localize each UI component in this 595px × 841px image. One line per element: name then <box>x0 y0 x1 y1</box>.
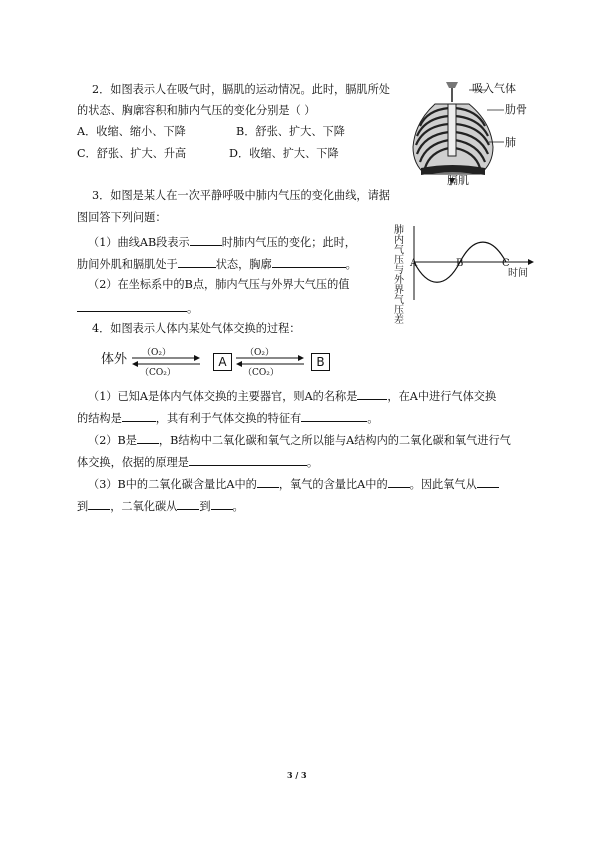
q3-p1-c: 肋间外肌和膈肌处于 <box>77 258 178 271</box>
q2-option-a: A．收缩、缩小、下降 <box>77 125 186 138</box>
q4-p2-line1 <box>88 432 511 448</box>
q2-option-c: C．舒张、扩大、升高 <box>77 147 187 160</box>
q4-p1-d: ，其有利于气体交换的特征有 <box>155 412 302 425</box>
q4-blank-8[interactable] <box>477 476 499 488</box>
q3-p1-line2 <box>77 256 357 272</box>
q3-p1-end: 。 <box>345 258 357 271</box>
q4-stem: 4．如图表示人体内某处气体交换的过程： <box>92 322 301 335</box>
q3-p1-d: 状态，胸廓 <box>215 258 272 271</box>
box-a <box>213 353 232 371</box>
q4-p3-d: 到 <box>77 500 89 513</box>
page-number: 3 / 3 <box>287 770 307 780</box>
q4-p3-f: 到 <box>199 500 211 513</box>
q4-p3-line2 <box>77 498 244 514</box>
q4-p1-line2 <box>77 410 378 426</box>
diagram-outside: 体外 <box>101 352 128 367</box>
label-rib: 肋骨 <box>505 103 527 116</box>
arrow-a-to-b <box>234 353 306 369</box>
diagram-co2-2: （CO₂） <box>243 368 279 378</box>
q4-blank-5[interactable] <box>189 454 307 466</box>
q3-p2-end: 。 <box>187 302 199 315</box>
q4-blank-1[interactable] <box>357 388 387 400</box>
q4-blank-4[interactable] <box>137 432 159 444</box>
q4-p3-end: 。 <box>232 500 244 513</box>
q2-option-d: D．收缩、扩大、下降 <box>229 147 339 160</box>
graph-point-a: A <box>410 258 418 269</box>
q2-stem-line1: 2．如图表示人在吸气时，膈肌的运动情况。此时，膈肌所处 <box>92 83 390 96</box>
q4-p2-a: （2）B是 <box>88 434 137 447</box>
graph-point-b: B <box>456 258 464 269</box>
box-b-label: B <box>316 355 325 369</box>
q3-blank-3[interactable] <box>272 256 346 268</box>
q3-p1-b: 时肺内气压的变化；此时， <box>221 236 356 249</box>
q4-blank-2[interactable] <box>122 410 156 422</box>
q3-stem-line2: 图回答下列问题： <box>77 211 167 224</box>
q3-p1-a: （1）曲线AB段表示 <box>88 236 190 249</box>
q4-blank-9[interactable] <box>88 498 110 510</box>
label-diaphragm: 膈肌 <box>447 174 469 187</box>
q4-p3-a: （3）B中的二氧化碳含量比A中的 <box>88 478 257 491</box>
q4-blank-3[interactable] <box>301 410 367 422</box>
q4-p3-c: 。因此氧气从 <box>409 478 477 491</box>
label-lung: 肺 <box>505 136 516 149</box>
q4-p1-a: （1）已知A是体内气体交换的主要器官，则A的名称是 <box>88 390 358 403</box>
q4-p2-line2 <box>77 454 318 470</box>
ribcage-illustration <box>405 82 540 187</box>
box-a-label: A <box>218 355 227 369</box>
q4-p2-b: ，B结构中二氧化碳和氧气之所以能与A结构内的二氧化碳和氧气进行气 <box>158 434 511 447</box>
q3-p2-line1: （2）在坐标系中的B点，肺内气压与外界大气压的值 <box>88 278 350 291</box>
label-inhale: 吸入气体 <box>472 82 516 95</box>
x-axis-arrow <box>528 259 534 265</box>
q3-blank-4[interactable] <box>77 300 187 312</box>
q4-blank-11[interactable] <box>211 498 233 510</box>
arrow-outside-to-a <box>130 353 202 369</box>
graph-y-label: 肺内气压与外界气压差 <box>394 225 404 326</box>
q2-option-b: B．舒张、扩大、下降 <box>236 125 345 138</box>
q3-blank-2[interactable] <box>178 256 216 268</box>
q4-p1-c: 的结构是 <box>77 412 122 425</box>
q4-p1-b: ，在A中进行气体交换 <box>387 390 497 403</box>
q4-p2-c: 体交换，依据的原理是 <box>77 456 189 469</box>
q4-p3-b: ，氧气的含量比A中的 <box>278 478 388 491</box>
diagram-co2-1: （CO₂） <box>140 368 176 378</box>
diagram-o2-1: （O₂） <box>142 348 171 358</box>
q4-blank-10[interactable] <box>177 498 199 510</box>
q3-stem-line1: 3．如图是某人在一次平静呼吸中肺内气压的变化曲线，请据 <box>92 189 390 202</box>
q4-p1-line1 <box>88 388 496 404</box>
q4-blank-7[interactable] <box>388 476 410 488</box>
q4-p3-line1 <box>88 476 499 492</box>
q4-p2-end: 。 <box>306 456 319 469</box>
graph-x-label: 时间 <box>508 268 528 279</box>
box-b <box>311 353 330 371</box>
q4-blank-6[interactable] <box>257 476 279 488</box>
q4-p1-end: 。 <box>367 412 379 425</box>
q3-p1-line1 <box>88 234 356 250</box>
q4-p3-e: ，二氧化碳从 <box>110 500 178 513</box>
ribcage-figure <box>405 82 540 187</box>
q2-stem-line2: 的状态、胸廓容积和肺内气压的变化分别是（ ） <box>77 104 316 117</box>
q3-blank-1[interactable] <box>190 234 222 246</box>
graph-point-c: C <box>502 258 510 269</box>
diagram-o2-2: （O₂） <box>245 348 274 358</box>
q3-p2-line2 <box>77 300 198 316</box>
